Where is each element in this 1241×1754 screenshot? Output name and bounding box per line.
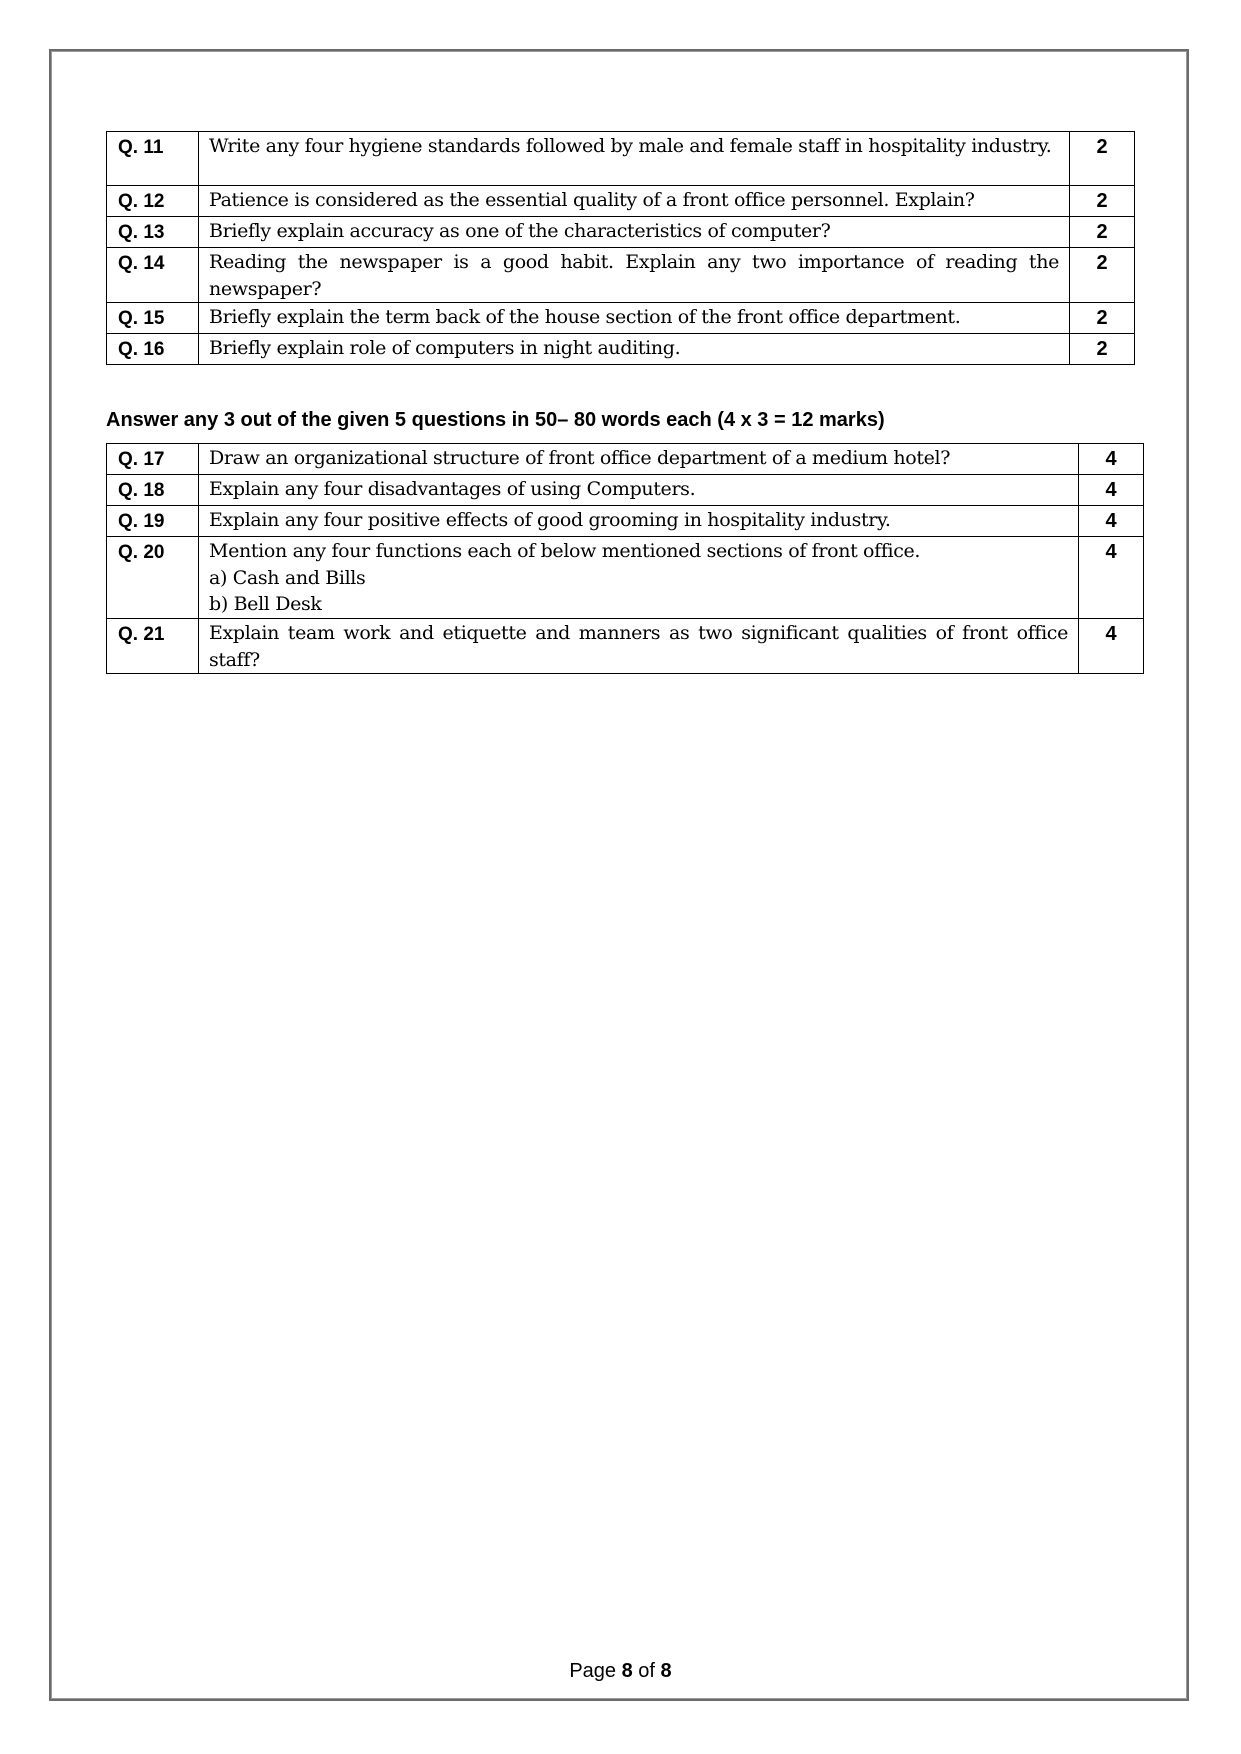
question-text: Patience is considered as the essential quality of a front office personnel. Explain? [199,186,1070,217]
question-sub-item: a) Cash and Bills [209,566,366,589]
question-marks: 4 [1079,506,1144,537]
question-number: Q. 20 [107,537,199,619]
questions-table-2-marks [106,131,1135,365]
question-marks: 2 [1070,132,1135,186]
question-number: Q. 18 [107,475,199,506]
question-number: Q. 13 [107,217,199,248]
question-marks: 4 [1079,475,1144,506]
table-row [107,506,1144,537]
footer-page-word: Page [569,1660,617,1682]
question-marks: 4 [1079,537,1144,619]
question-marks: 2 [1070,303,1135,334]
question-text: Briefly explain role of computers in night auditing. [199,334,1070,365]
question-marks: 2 [1070,186,1135,217]
page-footer [0,1660,1241,1683]
question-number: Q. 21 [107,619,199,674]
question-text: Explain any four disadvantages of using Computers. [199,475,1079,506]
question-number: Q. 17 [107,444,199,475]
question-number: Q. 16 [107,334,199,365]
question-number: Q. 12 [107,186,199,217]
question-text: Explain team work and etiquette and manners as two significant qualities of front office staff? [199,619,1079,674]
question-text [199,537,1079,619]
question-number: Q. 19 [107,506,199,537]
question-number: Q. 15 [107,303,199,334]
table-row [107,537,1144,619]
table-row [107,619,1144,674]
question-text: Reading the newspaper is a good habit. Explain any two importance of reading the newspaper? [199,248,1070,303]
footer-of-word: of [638,1660,655,1682]
table-row [107,444,1144,475]
table-row [107,217,1135,248]
questions-table-4-marks [106,443,1144,674]
table-row [107,303,1135,334]
table-row [107,248,1135,303]
question-text: Write any four hygiene standards followed by male and female staff in hospitality industry. [199,132,1070,186]
question-marks: 4 [1079,444,1144,475]
question-text: Briefly explain the term back of the house section of the front office department. [199,303,1070,334]
footer-page-total: 8 [660,1660,672,1682]
question-main-text: Mention any four functions each of below mentioned sections of front office. [209,540,921,562]
table-row [107,334,1135,365]
question-sub-item: b) Bell Desk [209,593,322,615]
question-number: Q. 14 [107,248,199,303]
table-row [107,132,1135,186]
question-text: Briefly explain accuracy as one of the characteristics of computer? [199,217,1070,248]
question-marks: 4 [1079,619,1144,674]
footer-page-current: 8 [621,1660,633,1682]
question-marks: 2 [1070,334,1135,365]
question-marks: 2 [1070,248,1135,303]
table-row [107,475,1144,506]
question-number: Q. 11 [107,132,199,186]
question-marks: 2 [1070,217,1135,248]
question-text: Explain any four positive effects of good grooming in hospitality industry. [199,506,1079,537]
table-row [107,186,1135,217]
question-text: Draw an organizational structure of front office department of a medium hotel? [199,444,1079,475]
section-heading: Answer any 3 out of the given 5 questions in 50– 80 words each (4 x 3 = 12 marks) [106,409,885,431]
